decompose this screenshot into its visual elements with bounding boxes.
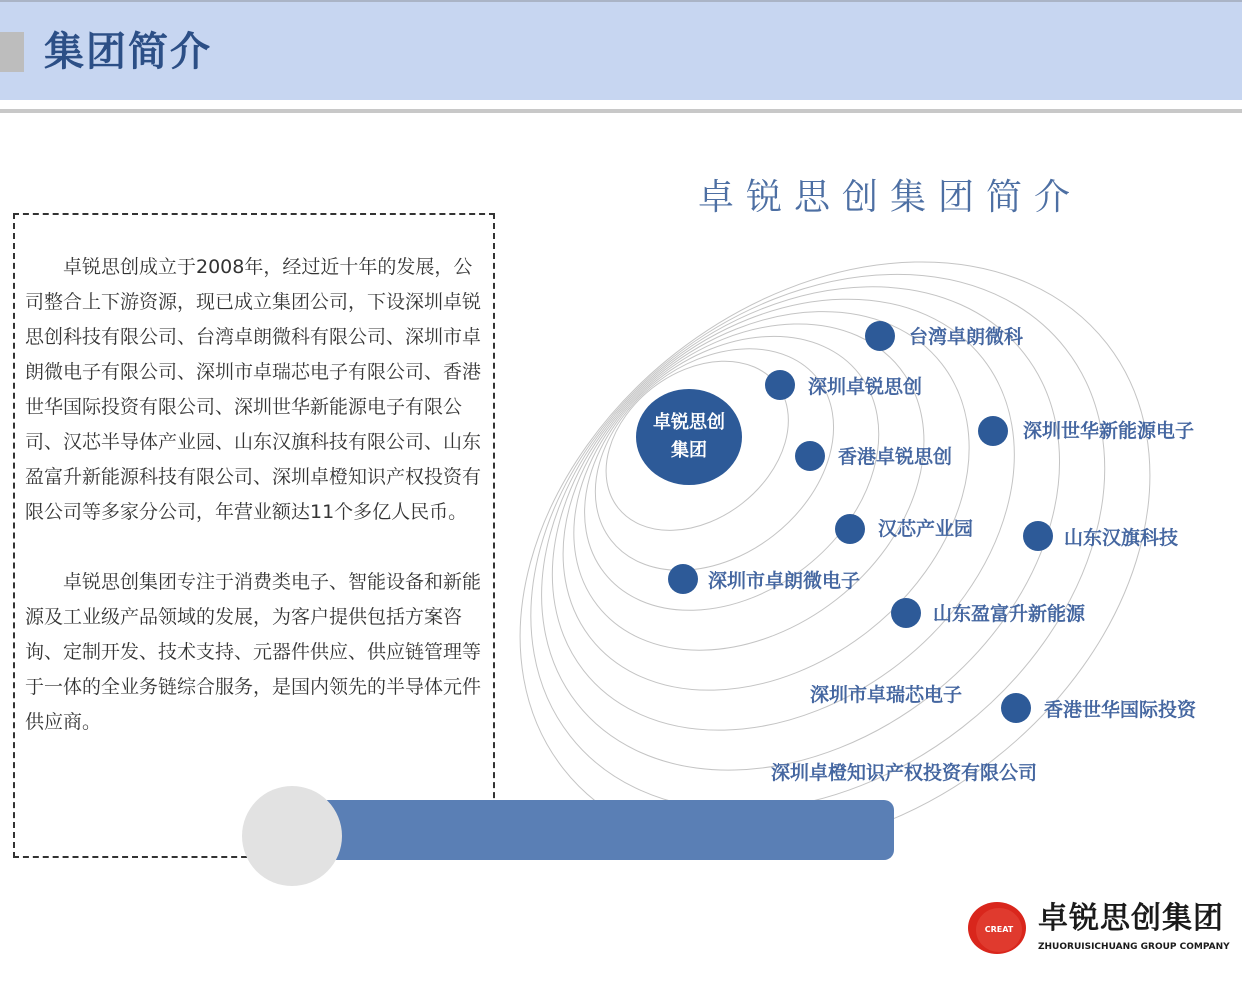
intro-paragraph-1: 卓锐思创成立于2008年，经过近十年的发展，公司整合上下游资源，现已成立集团公司，下设深圳卓锐思创科技有限公司、台湾卓朗微科有限公司、深圳市卓朗微电子有限公司、深圳市卓瑞芯电子有限公司、香港世华国际投资有限公司、深圳世华新能源电子有限公司、汉芯半导体产业园、山东汉旗科技有限公司、山东盈富升新能源科技有限公司、深圳卓橙知识产权投资有限公司等多家分公司，年营业额达11个多亿人民币。: [25, 256, 482, 523]
node-dot: [891, 598, 921, 628]
node-dot: [1023, 521, 1053, 551]
center-node: [636, 389, 742, 485]
company-label: 台湾卓朗微科: [909, 326, 1024, 348]
node-dot: [668, 564, 698, 594]
node-dot: [835, 514, 865, 544]
node-dot: [865, 321, 895, 351]
company-label: 深圳市卓朗微电子: [708, 570, 861, 592]
company-label: 深圳卓锐思创: [808, 376, 923, 398]
logo-emblem: [968, 902, 1026, 954]
company-label: 香港卓锐思创: [838, 446, 953, 468]
logo-name: 卓锐思创集团: [1038, 901, 1224, 936]
logo-badge: CREAT: [976, 908, 1022, 952]
center-label-1: 卓锐思创: [653, 412, 725, 433]
logo-english: ZHUORUISICHUANG GROUP COMPANY: [1038, 942, 1230, 952]
company-label: 香港世华国际投资: [1044, 699, 1197, 721]
company-label: 深圳市卓瑞芯电子: [810, 684, 963, 706]
company-label: 山东盈富升新能源: [933, 603, 1086, 625]
node-dot: [795, 441, 825, 471]
page-title: 集团简介: [44, 29, 212, 75]
intro-paragraph-2: 卓锐思创集团专注于消费类电子、智能设备和新能源及工业级产品领域的发展，为客户提供包括方案咨询、定制开发、技术支持、元器件供应、供应链管理等于一体的全业务链综合服务，是国内领先的半导体元件供应商。: [25, 571, 482, 733]
node-dot: [765, 370, 795, 400]
overlay-bar: [300, 800, 894, 860]
node-dot: [1001, 693, 1031, 723]
company-label: 深圳卓橙知识产权投资有限公司: [771, 762, 1038, 784]
center-label-2: 集团: [671, 440, 707, 461]
company-label: 汉芯产业园: [878, 518, 974, 540]
company-label: 山东汉旗科技: [1064, 527, 1179, 549]
overlay-circle: [242, 786, 342, 886]
node-dot: [978, 416, 1008, 446]
company-label: 深圳世华新能源电子: [1023, 420, 1195, 442]
diagram-title: 卓锐思创集团简介: [698, 177, 1083, 218]
